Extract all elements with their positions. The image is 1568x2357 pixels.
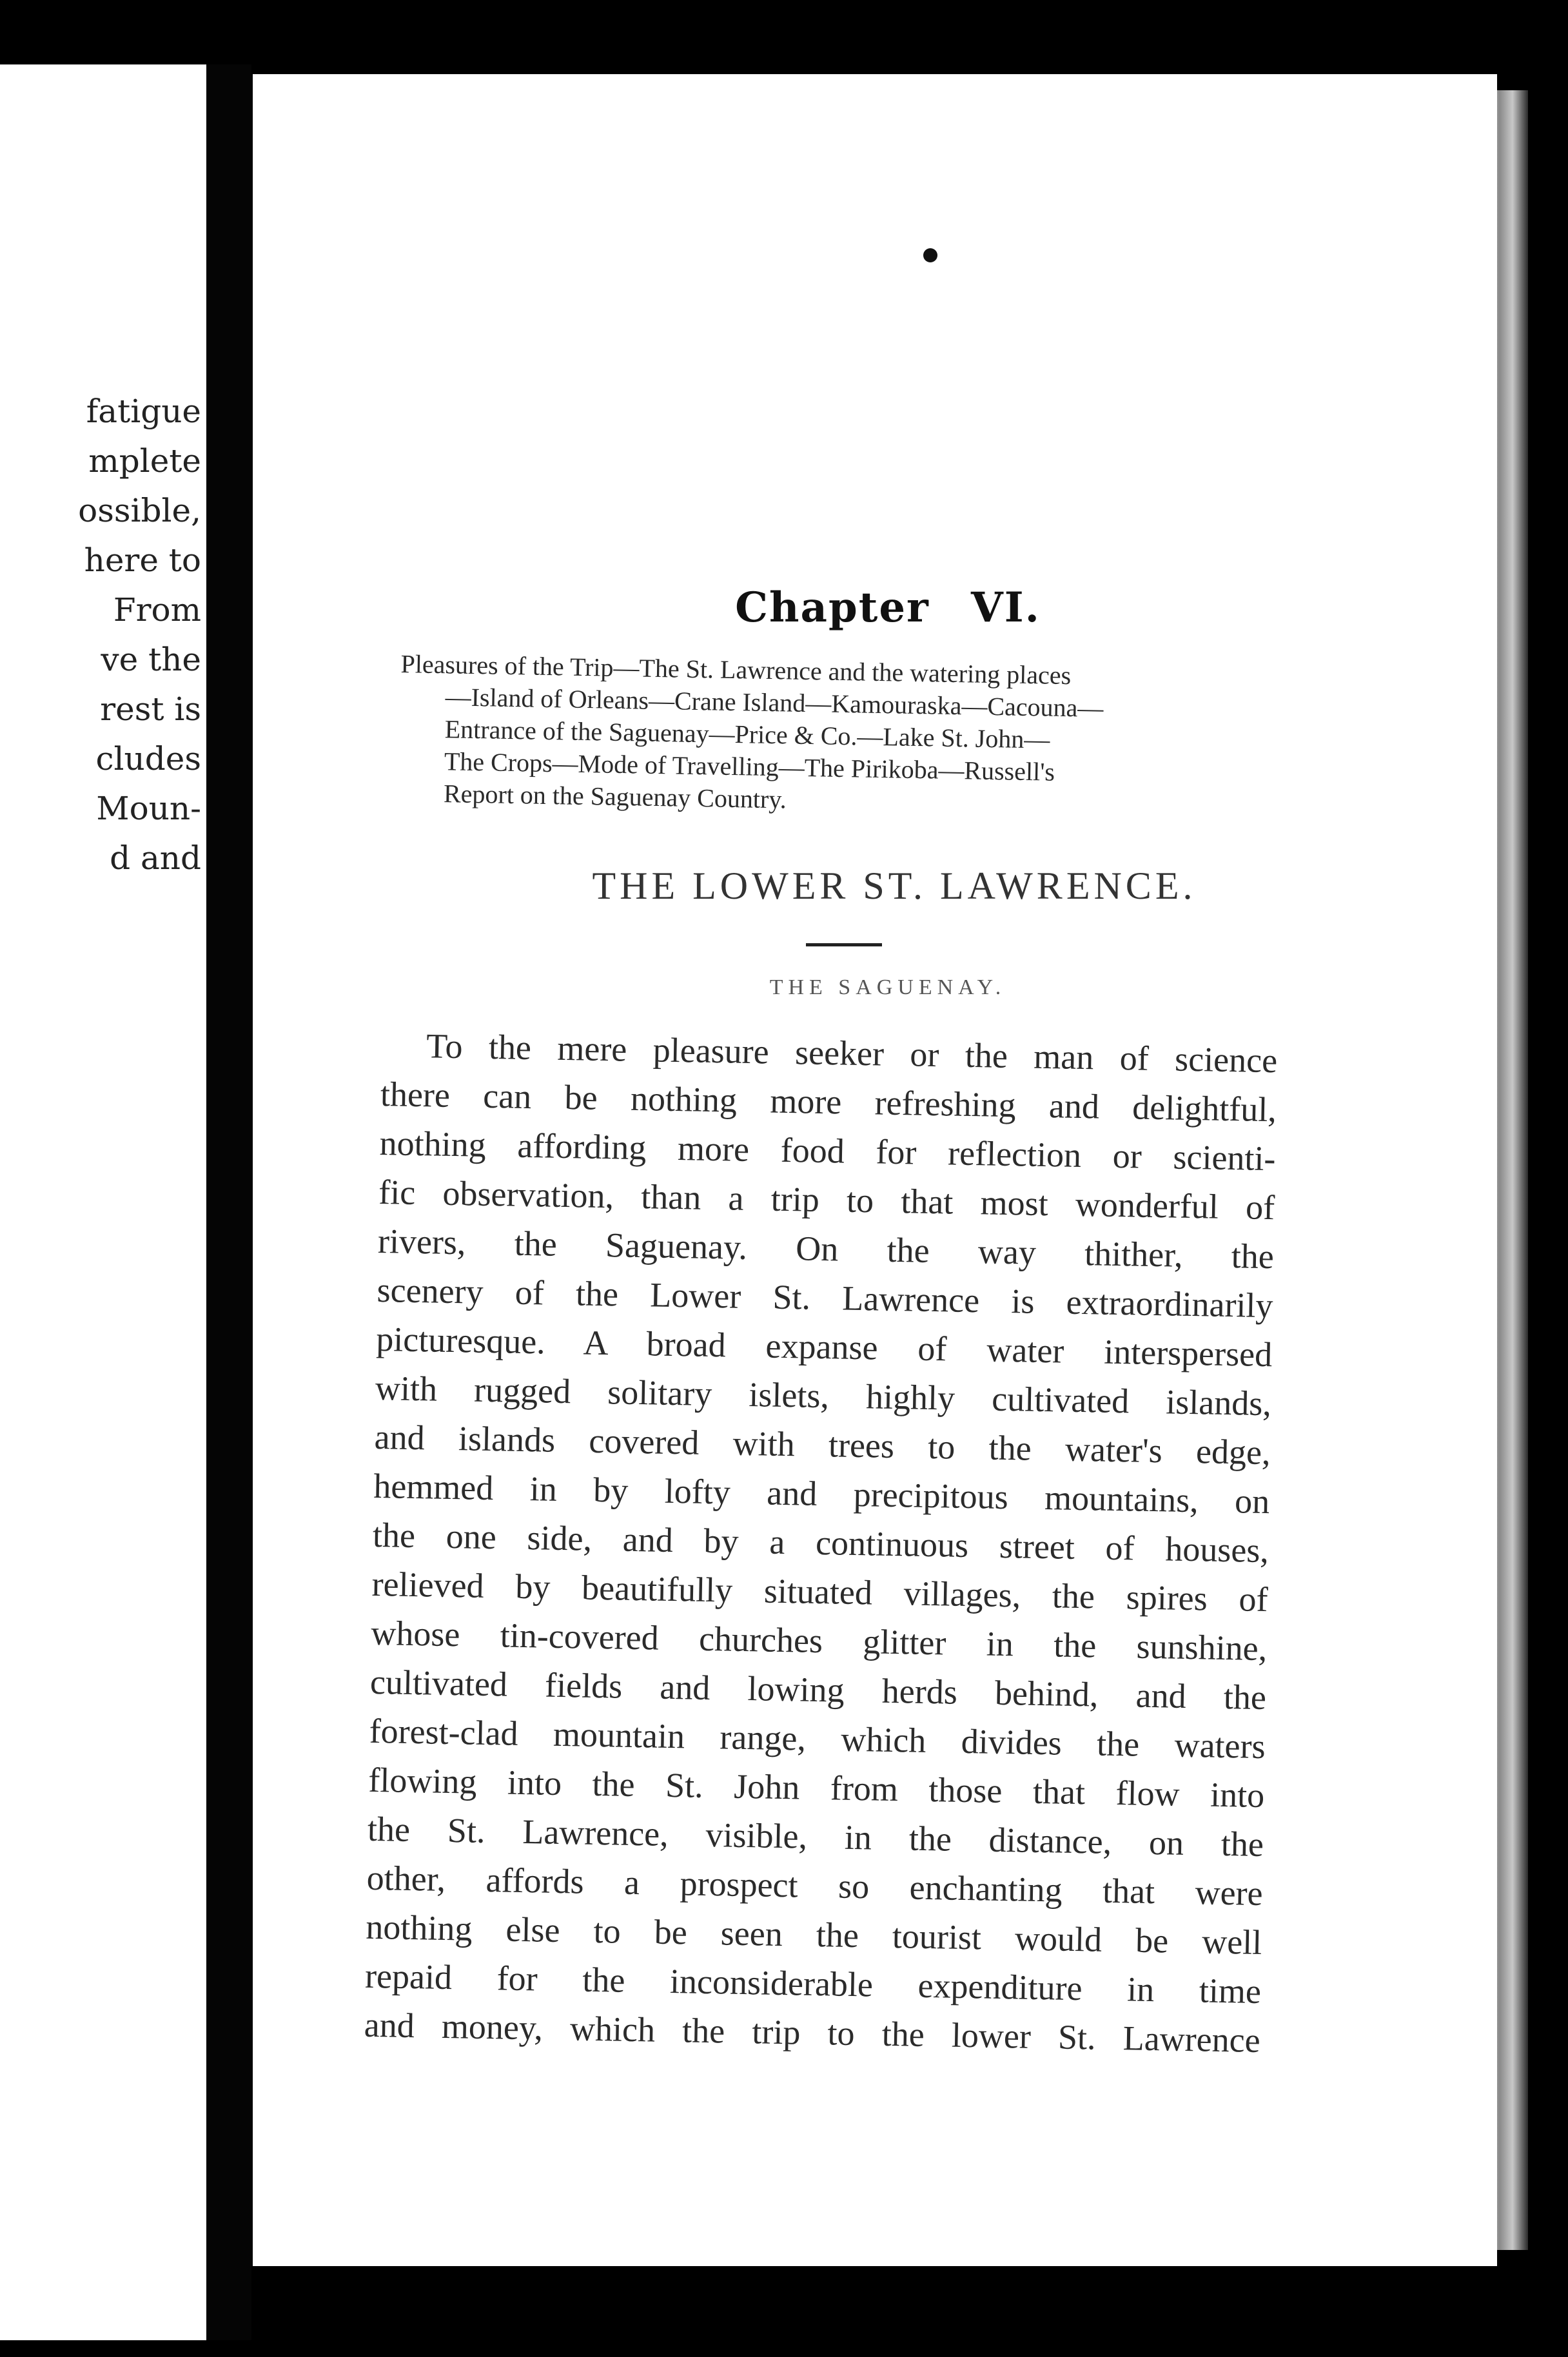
body-line: forest-clad mountain range, which divides the waters: [369, 1711, 1266, 1766]
body-line: rivers, the Saguenay. On the way thither, the: [377, 1221, 1275, 1276]
body-line: hemmed in by lofty and precipitous mountains, on: [373, 1466, 1270, 1521]
section-title: THE LOWER ST. LAWRENCE.: [592, 865, 1197, 907]
left-page-text: [8, 387, 201, 883]
body-line: the one side, and by a continuous street of houses,: [372, 1515, 1269, 1570]
body-line: nothing else to be seen the tourist would be well: [365, 1907, 1262, 1962]
left-line: cludes: [95, 740, 201, 778]
summary-line: Pleasures of the Trip—The St. Lawrence and the watering places: [400, 649, 1072, 690]
body-line: with rugged solitary islets, highly cultivated islands,: [375, 1368, 1272, 1423]
body-line: flowing into the St. John from those that flow into: [368, 1760, 1265, 1815]
body-line: repaid for the inconsiderable expenditure in time: [364, 1956, 1262, 2011]
body-line: fic observation, than a trip to that most wonderful of: [378, 1172, 1275, 1227]
summary-line: The Crops—Mode of Travelling—The Pirikoba—Russell's: [444, 747, 1055, 787]
chapter-summary: [398, 648, 1304, 825]
body-line: nothing affording more food for reflection or scienti-: [379, 1123, 1276, 1178]
chapter-number: VI.: [971, 583, 1041, 632]
summary-line: —Island of Orleans—Crane Island—Kamouraska—Cacouna—: [445, 682, 1104, 723]
body-line: scenery of the Lower St. Lawrence is extraordinarily: [377, 1270, 1274, 1325]
left-line: mplete: [88, 442, 201, 480]
body-line: and islands covered with trees to the water's edge,: [374, 1417, 1271, 1472]
left-line: fatigue: [86, 393, 201, 430]
section-subtitle: THE SAGUENAY.: [769, 975, 1006, 999]
left-line: rest is: [100, 690, 201, 728]
book-gutter: [206, 64, 251, 2340]
body-line: cultivated fields and lowing herds behind, and the: [369, 1662, 1267, 1717]
body-line: other, affords a prospect so enchanting that were: [366, 1858, 1264, 1913]
title-rule: [806, 943, 882, 946]
body-line: relieved by beautifully situated villages, the spires of: [371, 1564, 1269, 1619]
left-line: From: [113, 591, 201, 629]
chapter-heading: [253, 583, 1497, 632]
left-line: Moun-: [96, 790, 201, 827]
left-line: ve the: [101, 641, 201, 678]
summary-line: Report on the Saguenay Country.: [443, 779, 787, 814]
body-line: there can be nothing more refreshing and delightful,: [380, 1074, 1277, 1130]
body-line: picturesque. A broad expanse of water interspersed: [375, 1319, 1273, 1374]
body-line: To the mere pleasure seeker or the man of science: [426, 1026, 1278, 1081]
right-page: [253, 74, 1497, 2266]
left-line: d and: [110, 839, 201, 877]
left-page-fragment: [0, 64, 206, 2340]
ink-dot: [923, 248, 937, 262]
body-line: and money, which the trip to the lower St. Lawrence: [364, 2005, 1261, 2060]
chapter-prefix: Chapter: [735, 583, 930, 632]
body-line: whose tin-covered churches glitter in the sunshine,: [370, 1613, 1268, 1668]
body-paragraph: [364, 1021, 1278, 2065]
left-line: ossible,: [78, 492, 201, 529]
body-line: the St. Lawrence, visible, in the distance, on the: [367, 1809, 1264, 1864]
summary-line: Entrance of the Saguenay—Price & Co.—Lake St. John—: [444, 714, 1050, 754]
left-line: here to: [84, 542, 201, 579]
